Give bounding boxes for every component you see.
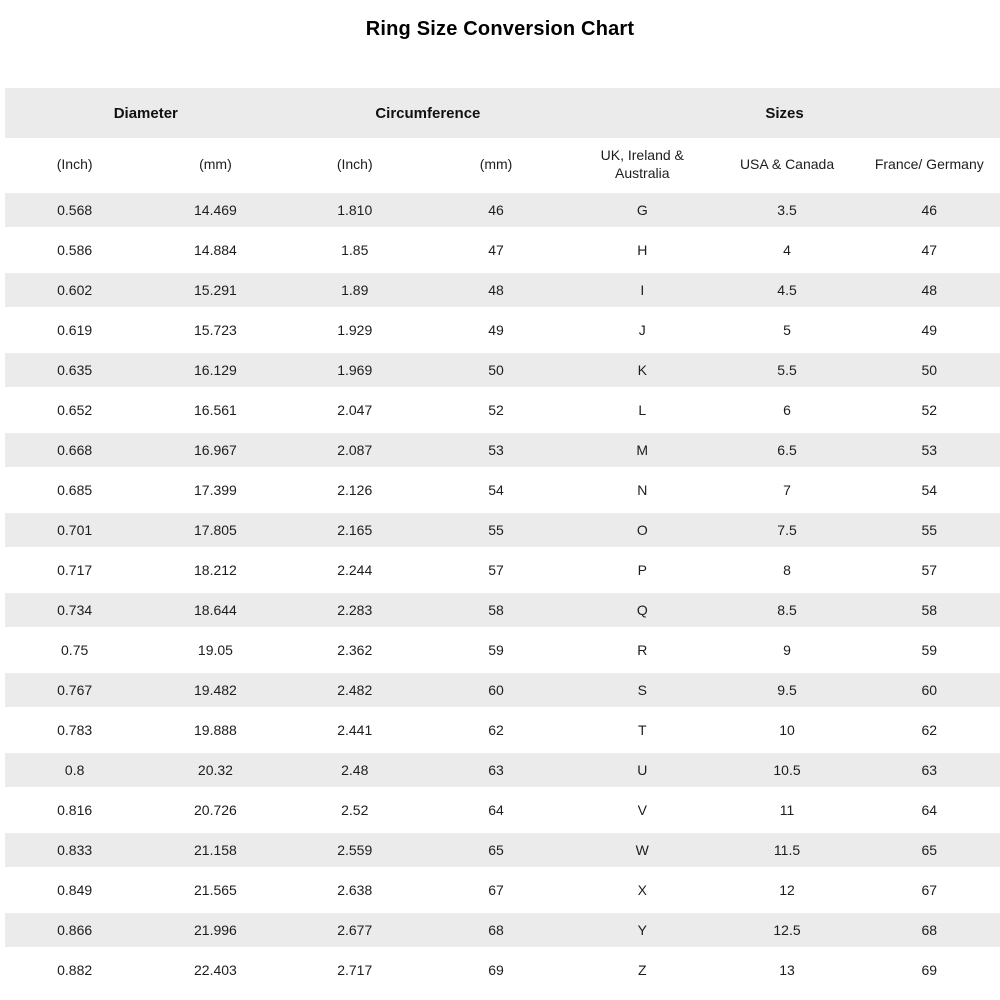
table-cell-circumference-inch: 2.482: [337, 681, 373, 698]
table-cell-circumference-mm: 60: [488, 681, 504, 698]
table-row: [5, 830, 1000, 870]
table-cell-size-usa: 9: [783, 641, 791, 658]
table-cell-size-france: 68: [921, 921, 938, 938]
table-cell-circumference-mm: 69: [488, 961, 504, 978]
table-cell-size-uk: O: [636, 521, 648, 538]
table-cell-size-uk: K: [637, 361, 647, 378]
table-cell-diameter-inch: 0.619: [57, 321, 93, 338]
table-cell-size-usa: 9.5: [777, 681, 797, 698]
table-cell-circumference-inch: 2.244: [337, 561, 373, 578]
table-cell-diameter-mm: 22.403: [194, 961, 237, 978]
table-cell-circumference-inch: 2.087: [337, 441, 373, 458]
table-row: [5, 790, 1000, 830]
table-cell-circumference-mm: 54: [488, 481, 504, 498]
table-cell-diameter-inch: 0.602: [57, 281, 93, 298]
table-cell-diameter-inch: 0.568: [57, 201, 93, 218]
column-header-france-germany: France/ Germany: [874, 155, 984, 172]
table-cell-diameter-mm: 21.565: [194, 881, 237, 898]
table-cell-circumference-mm: 50: [488, 361, 504, 378]
column-header-diameter-inch: (Inch): [56, 155, 93, 172]
table-cell-circumference-inch: 2.52: [341, 801, 369, 818]
table-cell-diameter-mm: 20.726: [194, 801, 237, 818]
table-cell-size-usa: 5: [783, 321, 791, 338]
table-cell-size-usa: 7.5: [777, 521, 797, 538]
table-cell-size-usa: 12.5: [773, 921, 801, 938]
table-row: [5, 630, 1000, 670]
table-body: [5, 190, 1000, 990]
table-cell-diameter-inch: 0.685: [57, 481, 93, 498]
table-row: [5, 870, 1000, 910]
table-cell-circumference-mm: 63: [488, 761, 504, 778]
table-row: [5, 710, 1000, 750]
table-cell-circumference-inch: 1.85: [341, 241, 369, 258]
table-row: [5, 590, 1000, 630]
table-cell-size-france: 65: [921, 841, 938, 858]
table-cell-size-uk: H: [637, 241, 648, 258]
table-cell-size-france: 55: [921, 521, 938, 538]
table-cell-size-france: 54: [921, 481, 938, 498]
table-cell-diameter-mm: 19.05: [197, 641, 233, 658]
table-row: [5, 470, 1000, 510]
table-cell-circumference-mm: 64: [488, 801, 504, 818]
table-cell-diameter-inch: 0.833: [57, 841, 93, 858]
table-cell-circumference-inch: 1.929: [337, 321, 373, 338]
table-cell-diameter-mm: 15.291: [194, 281, 237, 298]
table-cell-circumference-mm: 58: [488, 601, 504, 618]
table-cell-size-france: 52: [921, 401, 938, 418]
column-header-uk-ireland-australia: UK, Ireland & Australia: [600, 146, 684, 181]
table-cell-diameter-mm: 14.469: [194, 201, 237, 218]
table-cell-diameter-inch: 0.882: [57, 961, 93, 978]
table-cell-size-france: 53: [921, 441, 938, 458]
table-cell-size-france: 47: [921, 241, 938, 258]
table-cell-size-usa: 10: [779, 721, 795, 738]
table-cell-size-usa: 4: [783, 241, 791, 258]
page-title: Ring Size Conversion Chart: [365, 18, 635, 40]
table-cell-size-france: 46: [921, 201, 938, 218]
table-row: [5, 510, 1000, 550]
table-cell-diameter-mm: 14.884: [194, 241, 237, 258]
table-row: [5, 750, 1000, 790]
table-cell-size-uk: N: [637, 481, 648, 498]
table-cell-diameter-mm: 17.399: [194, 481, 237, 498]
table-row: [5, 950, 1000, 990]
table-cell-circumference-inch: 2.48: [341, 761, 369, 778]
table-cell-size-usa: 3.5: [777, 201, 797, 218]
table-cell-diameter-mm: 16.129: [194, 361, 237, 378]
table-cell-size-uk: R: [637, 641, 648, 658]
table-cell-diameter-inch: 0.586: [57, 241, 93, 258]
table-cell-circumference-inch: 1.810: [337, 201, 373, 218]
table-cell-diameter-inch: 0.866: [57, 921, 93, 938]
table-cell-size-uk: G: [636, 201, 648, 218]
table-row: [5, 390, 1000, 430]
table-cell-circumference-mm: 53: [488, 441, 504, 458]
table-cell-diameter-inch: 0.668: [57, 441, 93, 458]
table-cell-size-france: 57: [921, 561, 938, 578]
group-header-circumference: Circumference: [375, 104, 481, 122]
table-cell-size-usa: 11: [779, 801, 795, 818]
table-cell-diameter-inch: 0.717: [57, 561, 93, 578]
table-cell-diameter-mm: 21.158: [194, 841, 237, 858]
table-cell-size-uk: V: [637, 801, 647, 818]
table-row: [5, 430, 1000, 470]
table-cell-size-uk: P: [637, 561, 647, 578]
table-cell-diameter-inch: 0.849: [57, 881, 93, 898]
table-cell-diameter-inch: 0.8: [64, 761, 85, 778]
table-cell-circumference-inch: 2.441: [337, 721, 373, 738]
table-cell-diameter-inch: 0.635: [57, 361, 93, 378]
table-cell-diameter-mm: 15.723: [194, 321, 237, 338]
column-header-usa-canada: USA & Canada: [739, 155, 835, 172]
table-cell-size-france: 58: [921, 601, 938, 618]
table-cell-size-usa: 8: [783, 561, 791, 578]
table-cell-diameter-mm: 18.644: [194, 601, 237, 618]
table-cell-size-france: 48: [921, 281, 938, 298]
table-cell-size-usa: 10.5: [773, 761, 801, 778]
table-cell-circumference-inch: 2.638: [337, 881, 373, 898]
table-cell-size-france: 62: [921, 721, 938, 738]
column-header-circumference-mm: (mm): [479, 155, 513, 172]
table-cell-size-uk: I: [640, 281, 645, 298]
table-cell-size-france: 69: [921, 961, 938, 978]
table-cell-diameter-inch: 0.783: [57, 721, 93, 738]
table-cell-circumference-mm: 57: [488, 561, 504, 578]
ring-size-table: [5, 88, 1000, 990]
table-cell-circumference-inch: 2.717: [337, 961, 373, 978]
table-cell-circumference-mm: 62: [488, 721, 504, 738]
table-cell-size-uk: X: [637, 881, 647, 898]
table-cell-size-france: 67: [921, 881, 938, 898]
table-cell-circumference-mm: 67: [488, 881, 504, 898]
table-cell-circumference-mm: 52: [488, 401, 504, 418]
table-cell-diameter-inch: 0.816: [57, 801, 93, 818]
table-cell-circumference-mm: 68: [488, 921, 504, 938]
table-row: [5, 670, 1000, 710]
table-cell-size-uk: Z: [637, 961, 647, 978]
table-cell-circumference-inch: 1.89: [341, 281, 369, 298]
table-cell-size-france: 59: [921, 641, 938, 658]
table-cell-diameter-inch: 0.767: [57, 681, 93, 698]
table-cell-circumference-mm: 55: [488, 521, 504, 538]
table-cell-size-uk: S: [637, 681, 647, 698]
table-cell-diameter-mm: 16.967: [194, 441, 237, 458]
column-header-row: [5, 138, 1000, 190]
table-cell-diameter-mm: 20.32: [197, 761, 233, 778]
table-cell-size-uk: L: [638, 401, 647, 418]
table-cell-size-usa: 12: [779, 881, 795, 898]
table-cell-size-usa: 11.5: [773, 841, 801, 858]
table-cell-size-usa: 8.5: [777, 601, 797, 618]
table-cell-circumference-mm: 49: [488, 321, 504, 338]
page-header: [0, 0, 1000, 88]
table-cell-size-uk: W: [635, 841, 649, 858]
table-cell-circumference-mm: 47: [488, 241, 504, 258]
table-cell-circumference-inch: 2.677: [337, 921, 373, 938]
table-cell-size-usa: 7: [783, 481, 791, 498]
table-row: [5, 230, 1000, 270]
group-header-diameter: Diameter: [113, 104, 178, 122]
column-header-circumference-inch: (Inch): [336, 155, 373, 172]
table-cell-circumference-mm: 65: [488, 841, 504, 858]
table-cell-circumference-inch: 2.047: [337, 401, 373, 418]
table-cell-size-usa: 13: [779, 961, 795, 978]
table-cell-circumference-mm: 48: [488, 281, 504, 298]
table-row: [5, 550, 1000, 590]
table-cell-diameter-mm: 19.482: [194, 681, 237, 698]
table-cell-diameter-mm: 21.996: [194, 921, 237, 938]
table-cell-diameter-inch: 0.734: [57, 601, 93, 618]
table-cell-diameter-mm: 19.888: [194, 721, 237, 738]
table-row: [5, 190, 1000, 230]
table-cell-size-france: 49: [921, 321, 938, 338]
table-cell-circumference-mm: 59: [488, 641, 504, 658]
table-cell-circumference-inch: 2.283: [337, 601, 373, 618]
table-cell-diameter-inch: 0.75: [61, 641, 89, 658]
group-header-sizes: Sizes: [765, 104, 804, 122]
column-header-diameter-mm: (mm): [199, 155, 232, 172]
table-cell-size-uk: M: [636, 441, 649, 458]
table-cell-size-france: 60: [921, 681, 938, 698]
table-cell-circumference-inch: 2.165: [337, 521, 373, 538]
table-cell-circumference-inch: 2.559: [337, 841, 373, 858]
table-cell-diameter-mm: 16.561: [194, 401, 237, 418]
table-cell-size-france: 63: [921, 761, 938, 778]
table-row: [5, 270, 1000, 310]
table-cell-circumference-inch: 2.362: [337, 641, 373, 658]
table-cell-size-uk: T: [637, 721, 647, 738]
table-cell-size-uk: Y: [637, 921, 647, 938]
table-row: [5, 910, 1000, 950]
table-cell-size-uk: Q: [636, 601, 648, 618]
table-cell-size-usa: 5.5: [777, 361, 797, 378]
table-cell-diameter-mm: 17.805: [194, 521, 237, 538]
table-cell-diameter-inch: 0.652: [57, 401, 93, 418]
table-cell-diameter-inch: 0.701: [57, 521, 93, 538]
table-cell-size-france: 64: [921, 801, 938, 818]
table-cell-circumference-inch: 1.969: [337, 361, 373, 378]
table-cell-size-usa: 6: [783, 401, 791, 418]
table-cell-size-usa: 6.5: [777, 441, 797, 458]
table-cell-size-uk: J: [638, 321, 646, 338]
table-cell-circumference-mm: 46: [488, 201, 504, 218]
table-cell-size-france: 50: [921, 361, 938, 378]
table-cell-size-uk: U: [637, 761, 648, 778]
table-cell-diameter-mm: 18.212: [194, 561, 237, 578]
group-header-row: [5, 88, 1000, 138]
table-cell-size-usa: 4.5: [777, 281, 797, 298]
table-cell-circumference-inch: 2.126: [337, 481, 373, 498]
table-row: [5, 350, 1000, 390]
table-row: [5, 310, 1000, 350]
